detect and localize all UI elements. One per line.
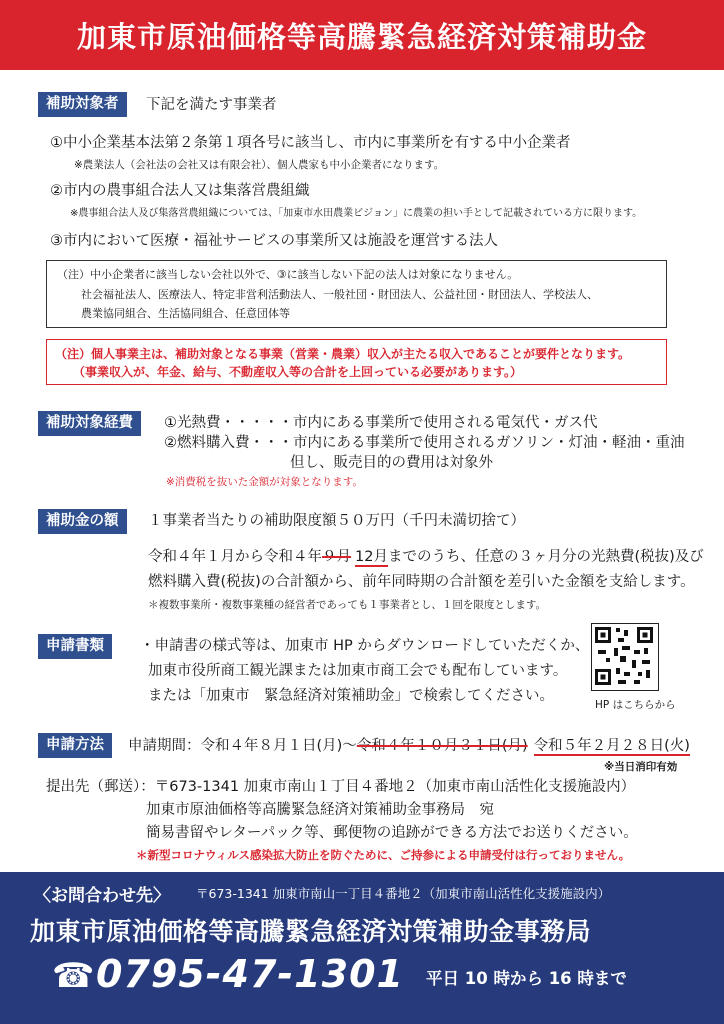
eligible-note-2: ※農事組合法人及び集落営農組織については、「加東市水田農業ビジョン」に農業の担い手として記載されている方に限ります。 <box>70 208 643 219</box>
eligible-note-1: ※農業法人（会社法の会社又は有限会社）、個人農家も中小企業者になります。 <box>74 159 445 171</box>
expense-tax-note: ※消費税を抜いた金額が対象となります。 <box>166 476 363 488</box>
exclusion-line-2: 社会福祉法人、医療法人、特定非営利活動法人、一般社団・財団法人、公益社団・財団法人、学校法人、 <box>81 288 598 301</box>
qr-code-icon <box>592 624 656 688</box>
submit-office: 加東市原油価格等高騰緊急経済対策補助金事務局 宛 <box>146 802 494 818</box>
application-period-old: 令和４年１０月３１日(月) <box>356 738 528 754</box>
exclusion-line-1: （注）中小企業者に該当しない会社以外で、③に該当しない下記の法人は対象になりません。 <box>57 268 519 281</box>
contact-address: 〒673-1341 加東市南山一丁目４番地２（加東市南山活性化支援施設内） <box>196 886 611 901</box>
section-tag-method: 申請方法 <box>38 733 112 758</box>
expense-utilities: ①光熱費・・・・・市内にある事業所で使用される電気代・ガス代 <box>164 415 598 431</box>
section-tag-eligible: 補助対象者 <box>38 92 127 117</box>
amount-period-old: ９月 <box>322 549 351 565</box>
covid-notice: ＊新型コロナウィルス感染拡大防止を防ぐために、ご持参による申請受付は行っておりません。 <box>136 848 631 862</box>
exclusion-line-3: 農業協同組合、生活協同組合、任意団体等 <box>81 307 290 320</box>
sole-proprietor-note-box <box>46 339 667 385</box>
hp-qr-code[interactable] <box>591 623 659 691</box>
application-period-new: 令和５年２月２８日(火) <box>533 738 690 754</box>
amount-period-line <box>148 547 704 567</box>
contact-footer <box>0 872 724 1024</box>
contact-label: 〈お問合わせ先〉 <box>34 886 170 906</box>
amount-period-end: までのうち、任意の３ヶ月分の光熱費(税抜)及び <box>387 549 704 565</box>
postmark-note: ※当日消印有効 <box>604 761 678 773</box>
eligible-item-2: ②市内の農事組合法人又は集落営農組織 <box>50 183 310 199</box>
eligible-item-3: ③市内において医療・福祉サービスの事業所又は施設を運営する法人 <box>50 233 498 249</box>
section-tag-documents: 申請書類 <box>38 634 112 659</box>
amount-headline: １事業者当たりの補助限度額５０万円（千円未満切捨て） <box>148 513 525 529</box>
expense-fuel: ②燃料購入費・・・市内にある事業所で使用されるガソリン・灯油・軽油・重油 <box>164 435 685 451</box>
office-name: 加東市原油価格等高騰緊急経済対策補助金事務局 <box>30 917 592 946</box>
office-hours: 平日 10 時から 16 時まで <box>426 969 627 988</box>
application-period-start: 申請期間：令和４年８月１日(月)～ <box>128 738 357 754</box>
eligible-item-1: ①中小企業基本法第２条第１項各号に該当し、市内に事業所を有する中小企業者 <box>50 135 571 151</box>
documents-line-2: 加東市役所商工観光課または加東市商工会でも配布しています。 <box>148 663 568 679</box>
submit-address: 提出先（郵送）：〒673-1341 加東市南山１丁目４番地２（加東市南山活性化支援施設内） <box>46 779 636 795</box>
section-tag-expenses: 補助対象経費 <box>38 411 141 436</box>
page-title: 加東市原油価格等高騰緊急経済対策補助金 <box>0 0 724 70</box>
amount-period-start: 令和４年１月から令和４年 <box>148 549 322 565</box>
amount-period-new: 12月 <box>355 549 388 565</box>
amount-limit-note: ＊複数事業所・複数事業種の経営者であっても１事業者とし、１回を限度とします。 <box>148 599 547 611</box>
phone-icon: ☎ <box>52 956 95 996</box>
eligible-intro: 下記を満たす事業者 <box>146 97 277 113</box>
expense-exclusion: 但し、販売目的の費用は対象外 <box>290 455 493 471</box>
sole-proprietor-line-1: （注）個人事業主は、補助対象となる事業（営業・農業）収入が主たる収入であることが要件となります。 <box>55 347 631 361</box>
documents-line-3: または「加東市 緊急経済対策補助金」で検索してください。 <box>148 688 554 704</box>
exclusion-note-box <box>46 260 667 328</box>
application-period-line <box>128 736 690 756</box>
sole-proprietor-line-2: （事業収入が、年金、給与、不動産収入等の合計を上回っている必要があります。） <box>73 365 523 379</box>
submit-instruction: 簡易書留やレターパック等、郵便物の追跡ができる方法でお送りください。 <box>146 825 638 841</box>
qr-caption: HP はこちらから <box>595 699 676 711</box>
documents-line-1: ・申請書の様式等は、加東市 HP からダウンロードしていただくか、 <box>140 638 590 654</box>
phone-number[interactable]: 0795-47-1301 <box>96 952 404 996</box>
section-tag-amount: 補助金の額 <box>38 509 127 534</box>
amount-calculation: 燃料購入費(税抜)の合計額から、前年同時期の合計額を差引いた金額を支給します。 <box>148 574 695 590</box>
